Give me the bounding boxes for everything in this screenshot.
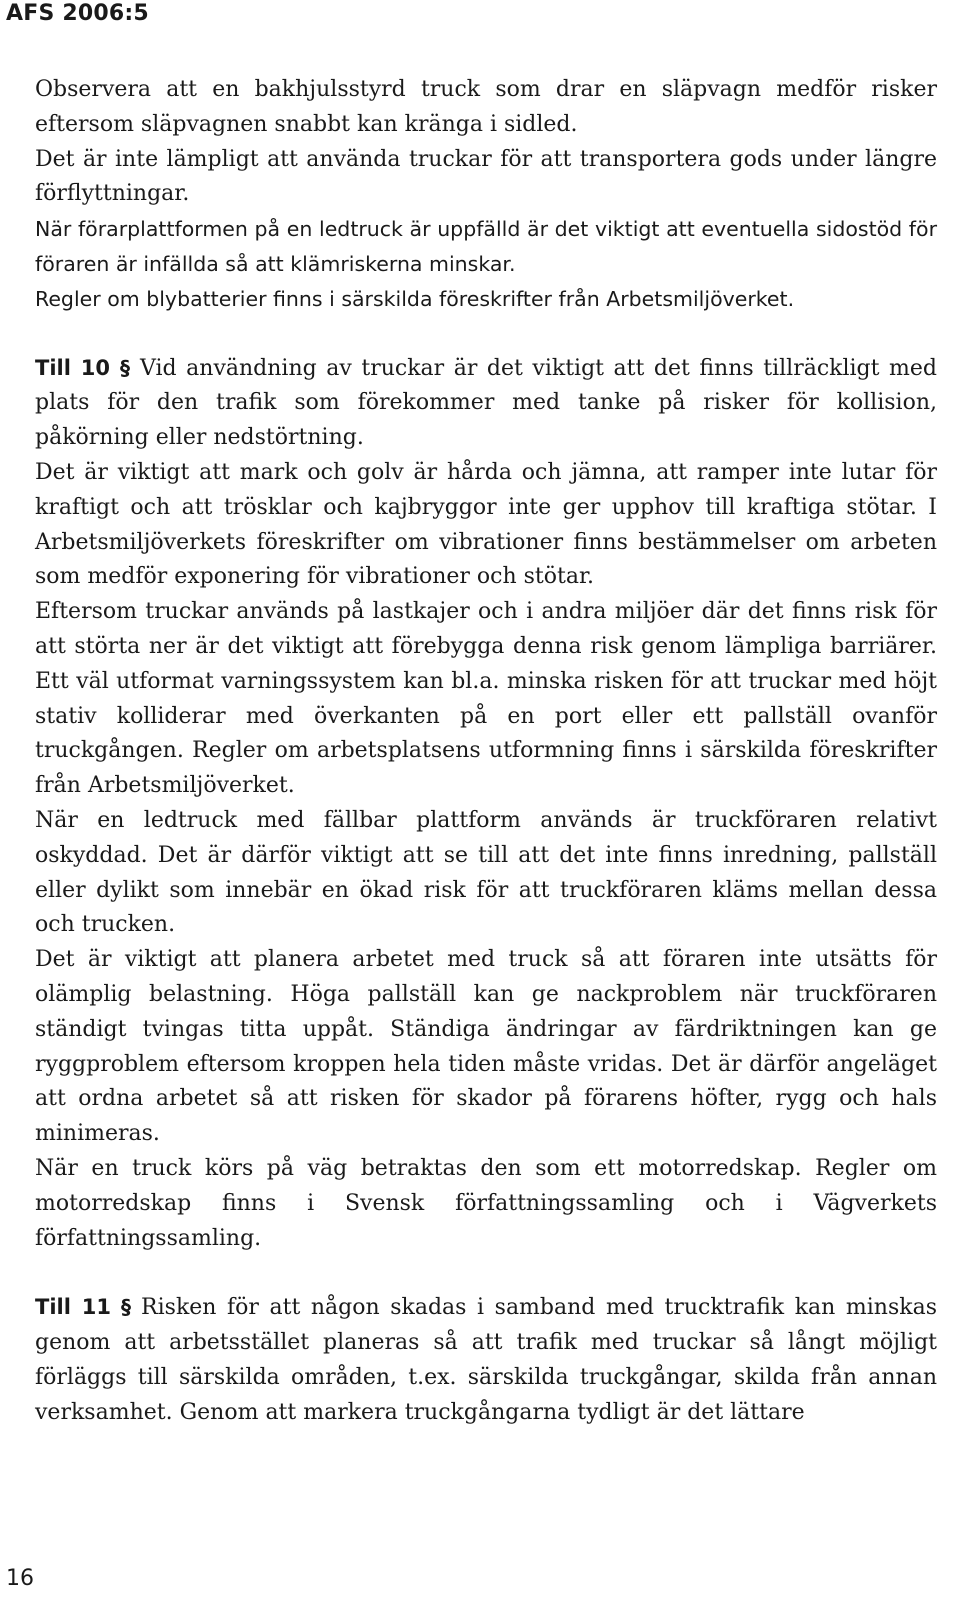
section-10-paragraph-5: När en truck körs på väg betraktas den som ett motorredskap. Regler om motorredskap finns i Svensk författningssamling och i Vägverkets författningssamling. (35, 1155, 937, 1251)
intro-paragraph-2: Det är inte lämpligt att använda truckar för att transportera gods under längre förflyttningar. (35, 146, 937, 207)
intro-paragraph-3: När förarplattformen på en ledtruck är uppfälld är det viktigt att eventuella sidostöd för föraren är infällda så att klämriskerna minskar. (35, 217, 937, 276)
section-10-heading: Till 10 (35, 355, 111, 380)
section-10-paragraph-1: Det är viktigt att mark och golv är hårda och jämna, att ramper inte lutar för kraftigt och att trösklar och kajbryggor inte ger upphov till kraftiga stötar. I Arbetsmiljöverkets föreskrifter om vibrationer finns bestämmelser om arbeten som medför exponering för vibrationer och stötar. (35, 459, 937, 590)
intro-paragraph-1: Observera att en bakhjulsstyrd truck som drar en släpvagn medför risker eftersom släpvagnen snabbt kan kränga i sidled. (35, 77, 937, 137)
section-11-lead-text: Risken för att någon skadas i samband med trucktrafik kan minskas genom att arbetsstället planeras så att trafik med truckar så långt möjligt förläggs till särskilda områden, t.ex. särskilda truckgångar, skilda från annan verksamhet. Genom att markera truckgångarna tydligt är det lättare (35, 1295, 937, 1425)
page-number: 16 (6, 1566, 34, 1591)
document-id-header: AFS 2006:5 (6, 1, 149, 26)
section-10-paragraph-4: Det är viktigt att planera arbetet med truck så att föraren inte utsätts för olämplig belastning. Höga pallställ kan ge nackproblem när truckföraren ständigt tvingas titta uppåt. Ständiga ändringar av färdriktningen kan ge ryggproblem eftersom kroppen hela tiden måste vridas. Det är därför angeläget att ordna arbetet så att risken för skador på förarens höfter, rygg och hals minimeras. (35, 947, 937, 1147)
section-10-paragraph-3: När en ledtruck med fällbar plattform används är truckföraren relativt oskyddad. Det är därför viktigt att se till att det inte finns inredning, pallställ eller dylikt som innebär en ökad risk för att truckföraren kläms mellan dessa och trucken. (35, 807, 937, 938)
section-10-symbol: § (120, 355, 131, 380)
section-10-lead-text: Vid användning av truckar är det viktigt att det finns tillräckligt med plats för den trafik som förekommer med tanke på risker för kollision, påkörning eller nedstörtning. (35, 355, 937, 451)
section-11-heading: Till 11 (35, 1295, 112, 1320)
section-11-symbol: § (121, 1295, 132, 1320)
section-10-lead-paragraph (35, 351, 937, 456)
page-body (35, 73, 937, 1430)
section-spacer (35, 317, 937, 351)
section-10-paragraph-2: Eftersom truckar används på lastkajer och i andra miljöer där det finns risk för att störta ner är det viktigt att förebygga denna risk genom lämpliga barriärer. Ett väl utformat varningssystem kan bl.a. minska risken för att truckar med höjt stativ kolliderar med överkanten på en port eller ett pallställ ovanför truckgången. Regler om arbetsplatsens utformning finns i särskilda föreskrifter från Arbetsmiljöverket. (35, 599, 937, 799)
intro-paragraph-4: Regler om blybatterier finns i särskilda föreskrifter från Arbetsmiljöverket. (35, 286, 795, 311)
section-11-lead-paragraph (35, 1290, 937, 1430)
section-spacer (35, 1256, 937, 1290)
